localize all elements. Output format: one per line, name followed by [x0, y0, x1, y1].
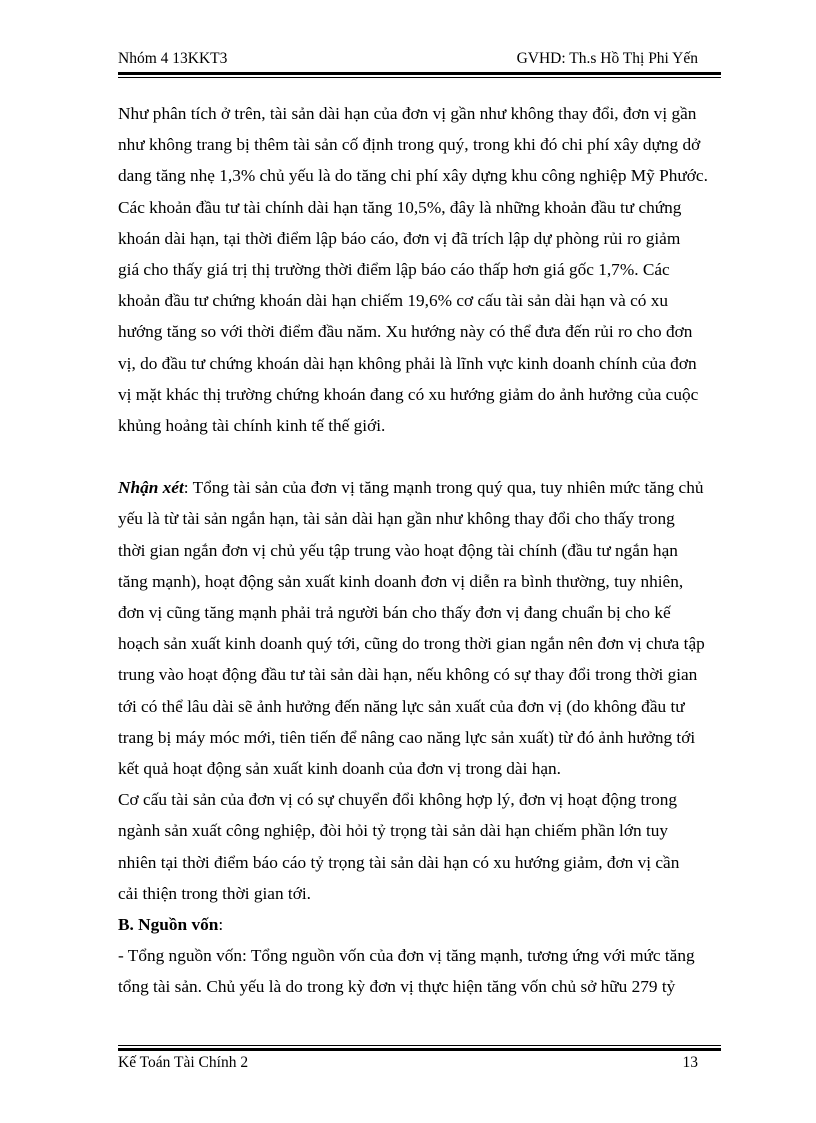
paragraph-remark	[118, 472, 724, 784]
text-line	[118, 472, 724, 503]
header-divider-thick	[118, 72, 721, 75]
paragraph-asset-structure	[118, 784, 724, 909]
paragraph-spacer	[118, 441, 724, 472]
document-body	[118, 98, 724, 1002]
text-line: dang tăng nhẹ 1,3% chủ yếu là do tăng chi phí xây dựng khu công nghiệp Mỹ Phước.	[118, 166, 708, 186]
header-divider-thin	[118, 77, 721, 78]
text-line: hướng tăng so với thời điểm đầu năm. Xu hướng này có thể đưa đến rủi ro cho đơn	[118, 322, 693, 342]
page-header	[118, 50, 698, 72]
text-line: đơn vị cũng tăng mạnh phải trả người bán cho thấy đơn vị đang chuẩn bị cho kế	[118, 603, 671, 622]
section-heading-capital	[118, 909, 724, 940]
text-line: tăng mạnh), hoạt động sản xuất kinh doanh đơn vị diễn ra bình thường, tuy nhiên,	[118, 571, 684, 591]
footer-divider-thin	[118, 1045, 721, 1046]
section-heading-colon: :	[218, 914, 224, 934]
text-line: vị mặt khác thị trường chứng khoán đang có xu hướng giảm do ảnh hưởng của cuộc	[118, 384, 699, 404]
text-line: - Tổng nguồn vốn: Tổng nguồn vốn của đơn vị tăng mạnh, tương ứng với mức tăng	[118, 946, 695, 966]
text-line: trang bị máy móc mới, tiên tiến để nâng cao năng lực sản xuất) từ đó ảnh hưởng tới	[118, 727, 696, 747]
text-line: tới có thể lâu dài sẽ ảnh hưởng đến năng lực sản xuất của đơn vị (do không đầu tư	[118, 696, 685, 716]
footer-course-name: Kế Toán Tài Chính 2	[118, 1054, 249, 1071]
text-line: khoản đầu tư chứng khoán dài hạn chiếm 19,6% cơ cấu tài sản dài hạn và có xu	[118, 291, 668, 311]
text-line: tổng tài sản. Chủ yếu là do trong kỳ đơn vị thực hiện tăng vốn chủ sở hữu 279 tỷ	[118, 977, 676, 997]
text-line: thời gian ngắn đơn vị chủ yếu tập trung vào hoạt động tài chính (đầu tư ngắn hạn	[118, 540, 678, 560]
text-line: Như phân tích ở trên, tài sản dài hạn của đơn vị gần như không thay đổi, đơn vị gần	[118, 104, 697, 123]
section-heading-text: B. Nguồn vốn	[118, 914, 219, 934]
page-number: 13	[682, 1054, 698, 1071]
text-line: kết quả hoạt động sản xuất kinh doanh của đơn vị trong dài hạn.	[118, 758, 561, 778]
text-line: cải thiện trong thời gian tới.	[118, 883, 311, 903]
header-supervisor: GVHD: Th.s Hồ Thị Phi Yến	[516, 50, 698, 67]
text-line: Các khoản đầu tư tài chính dài hạn tăng 10,5%, đây là những khoản đầu tư chứng	[118, 197, 682, 217]
page-footer	[118, 1054, 698, 1076]
text-line: trung vào hoạt động đầu tư tài sản dài hạn, nếu không có sự thay đổi trong thời gian	[118, 665, 698, 685]
text-line: như không trang bị thêm tài sản cố định trong quý, trong khi đó chi phí xây dựng dở	[118, 135, 701, 155]
text-line: hoạch sản xuất kinh doanh quý tới, cũng do trong thời gian ngắn nên đơn vị chưa tập	[118, 634, 705, 654]
remark-label: Nhận xét	[118, 478, 184, 498]
text-line: giá cho thấy giá trị thị trường thời điểm lập báo cáo thấp hơn giá gốc 1,7%. Các	[118, 259, 670, 279]
header-group-name: Nhóm 4 13KKT3	[118, 50, 228, 67]
text-line: Cơ cấu tài sản của đơn vị có sự chuyển đổi không hợp lý, đơn vị hoạt động trong	[118, 790, 677, 810]
footer-divider-thick	[118, 1048, 721, 1051]
paragraph-total-capital	[118, 940, 724, 1002]
remark-first-line: : Tổng tài sản của đơn vị tăng mạnh trong quý qua, tuy nhiên mức tăng chủ	[183, 478, 704, 498]
text-line: nhiên tại thời điểm báo cáo tỷ trọng tài sản dài hạn có xu hướng giảm, đơn vị cần	[118, 852, 680, 872]
text-line: ngành sản xuất công nghiệp, đòi hỏi tỷ trọng tài sản dài hạn chiếm phần lớn tuy	[118, 821, 669, 841]
paragraph-long-term-assets	[118, 98, 724, 441]
text-line: khủng hoảng tài chính kinh tế thế giới.	[118, 415, 386, 435]
text-line: vị, do đầu tư chứng khoán dài hạn không phải là lĩnh vực kinh doanh chính của đơn	[118, 353, 697, 373]
text-line: khoán dài hạn, tại thời điểm lập báo cáo, đơn vị đã trích lập dự phòng rủi ro giảm	[118, 228, 681, 248]
text-line: yếu là từ tài sản ngắn hạn, tài sản dài hạn gần như không thay đổi cho thấy trong	[118, 509, 675, 529]
